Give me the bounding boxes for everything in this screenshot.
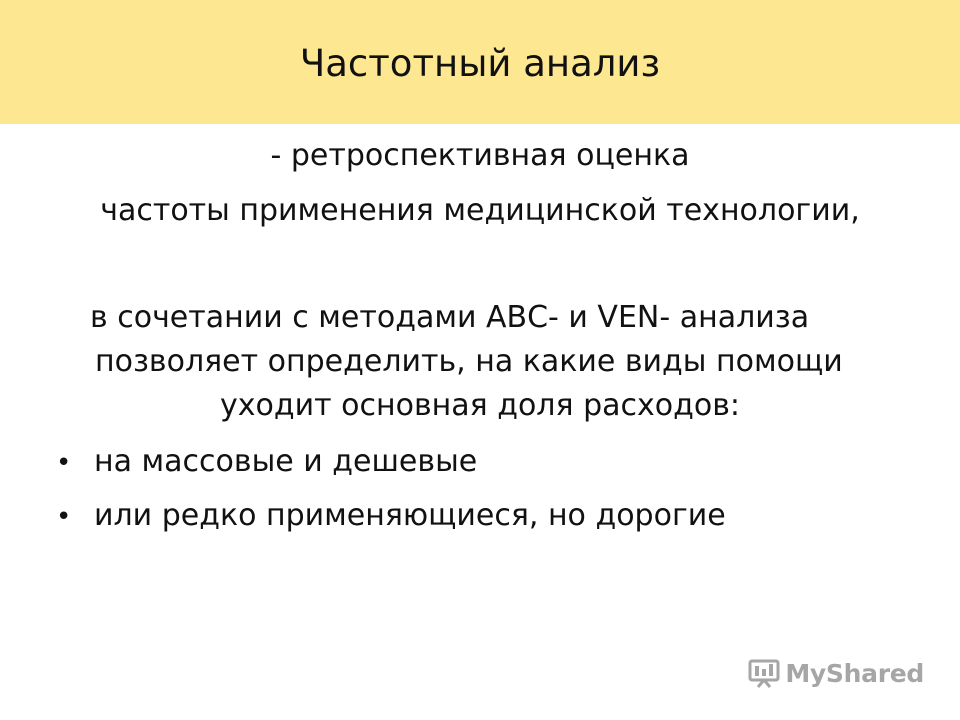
bullet-text-2: или редко применяющиеся, но дорогие bbox=[94, 498, 726, 533]
body-line-1: - ретроспективная оценка bbox=[270, 138, 690, 173]
watermark-text: MyShared bbox=[785, 658, 924, 688]
slide-title: Частотный анализ bbox=[299, 42, 661, 85]
bullet-icon: • bbox=[56, 502, 72, 532]
bullet-item-2 bbox=[56, 496, 726, 537]
presentation-screen-icon bbox=[747, 658, 781, 688]
body-line-4: позволяет определить, на какие виды помощи bbox=[95, 344, 843, 379]
bullet-text-1: на массовые и дешевые bbox=[94, 444, 478, 479]
bullet-icon: • bbox=[56, 448, 72, 478]
bullet-item-1 bbox=[56, 442, 477, 483]
body-line-5: уходит основная доля расходов: bbox=[220, 388, 740, 423]
watermark-logo bbox=[747, 656, 924, 690]
body-line-2: частоты применения медицинской технологии, bbox=[100, 193, 860, 228]
body-line-3: в сочетании с методами АВС- и VEN- анализа bbox=[90, 300, 810, 335]
